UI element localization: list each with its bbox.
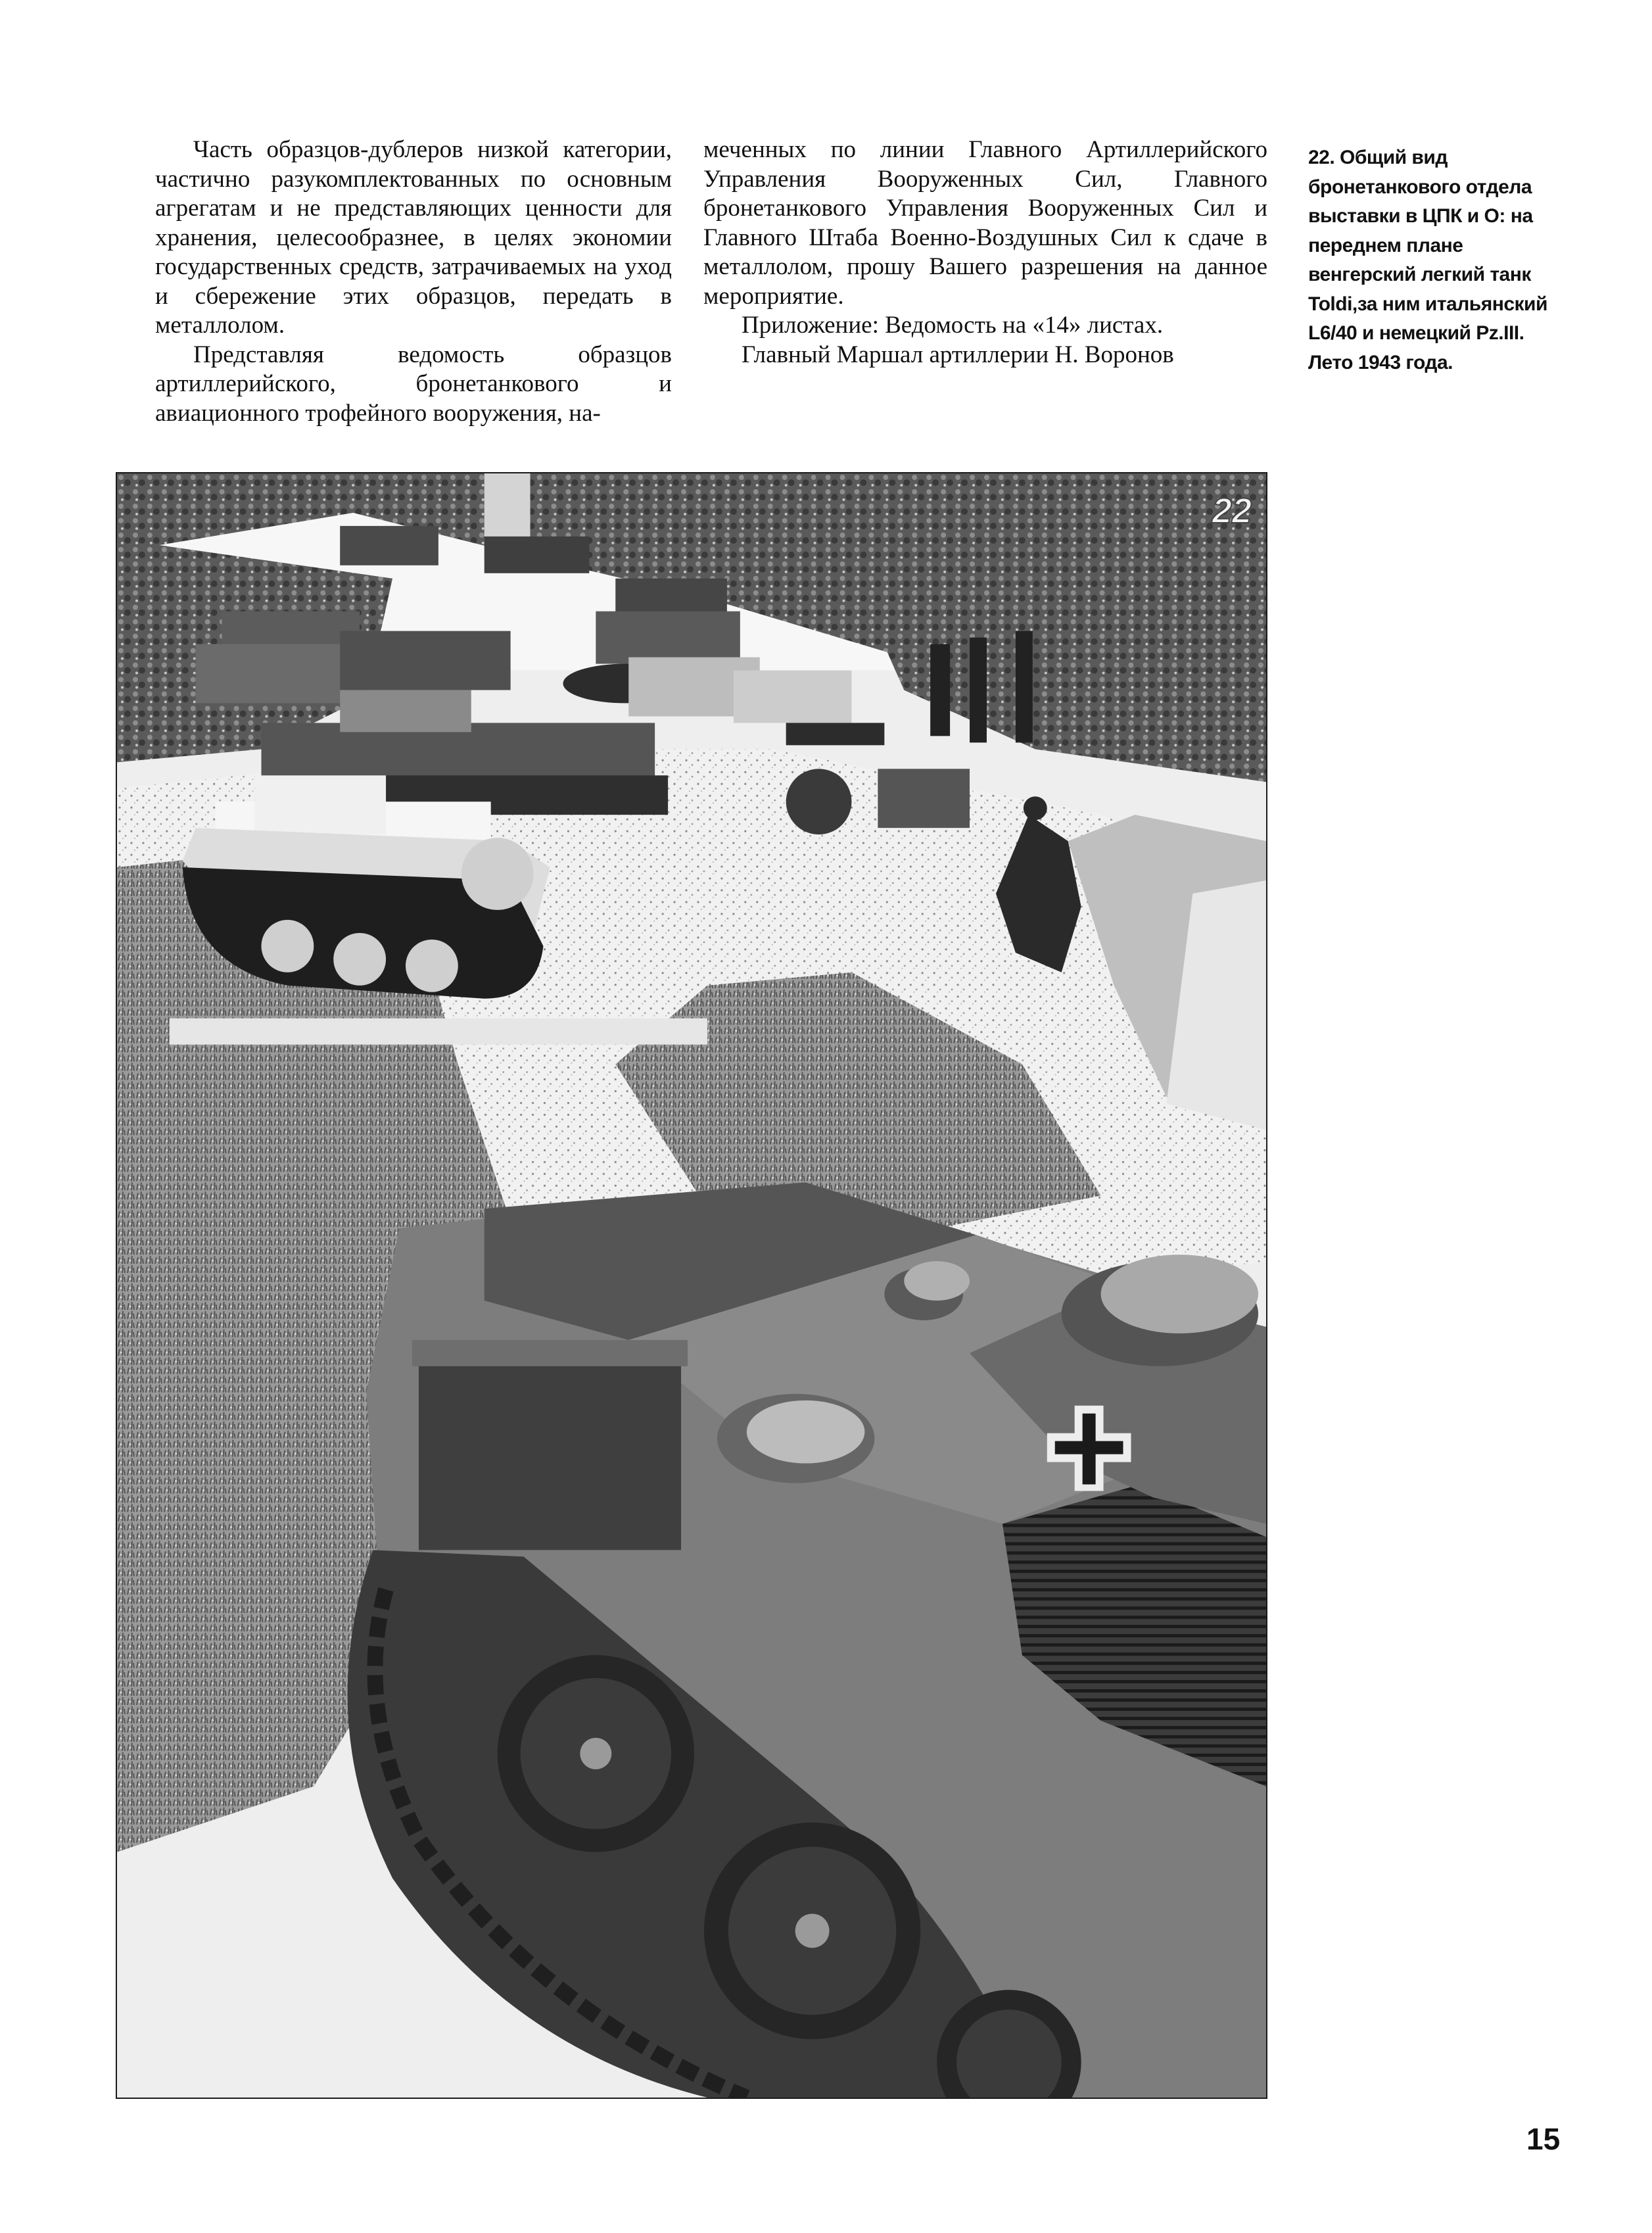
photo-number-label: 22 — [1212, 491, 1252, 531]
photo-illustration — [117, 473, 1266, 2098]
page-number: 15 — [1526, 2122, 1561, 2156]
article-left-column — [155, 135, 672, 428]
photo-caption: 22. Общий вид бронетанкового отдела выставки в ЦПК и О: на переднем плане венгерский легкий танк Toldi,за ним итальянский L6/40 и немецкий Pz.III. Лето 1943 года. — [1308, 147, 1547, 373]
photo-tank-exhibition — [116, 472, 1267, 2099]
paragraph: Часть образцов-дублеров низкой категории, частично разукомплектованных по основным агрегатам и не представляющих ценности для хранения, целесообразнее, в целях экономии государственных средств, затрачиваемых на уход и сбережение этих образцов, передать в металлолом. — [155, 136, 672, 339]
article-middle-column — [703, 135, 1267, 370]
paragraph: Приложение: Ведомость на «14» листах. — [742, 312, 1164, 339]
paragraph: Представляя ведомость образцов артиллерийского, бронетанкового и авиационного трофейного вооружения, на- — [155, 341, 672, 427]
signature-line: Главный Маршал артиллерии Н. Воронов — [742, 341, 1174, 368]
paragraph: меченных по линии Главного Артиллерийского Управления Вооруженных Сил, Главного бронетанкового Управления Вооруженных Сил и Главного Штаба Военно-Воздушных Сил к сдаче в металлолом, прошу Вашего разрешения на данное мероприятие. — [703, 136, 1267, 310]
